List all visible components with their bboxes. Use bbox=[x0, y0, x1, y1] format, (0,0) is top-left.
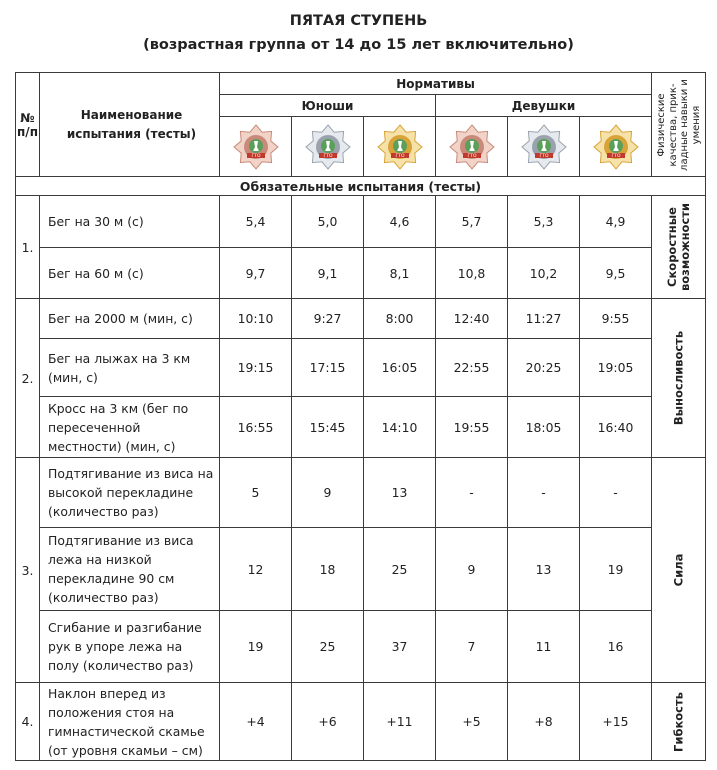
svg-text:ГТО: ГТО bbox=[466, 153, 477, 159]
norm-value: 9:55 bbox=[580, 299, 652, 339]
badge-gold-girls bbox=[580, 117, 652, 177]
svg-text:ГТО: ГТО bbox=[250, 153, 261, 159]
norm-value: 8,1 bbox=[364, 248, 436, 299]
norm-value: 7 bbox=[436, 611, 508, 683]
table-row bbox=[16, 397, 706, 458]
norm-value: - bbox=[436, 458, 508, 528]
norm-value: 5,3 bbox=[508, 196, 580, 248]
norm-value: 18 bbox=[292, 528, 364, 611]
norm-value: 17:15 bbox=[292, 339, 364, 397]
group-number: 1. bbox=[16, 196, 40, 299]
norm-value: 11:27 bbox=[508, 299, 580, 339]
test-name: Сгибание и разгибание рук в упоре лежа на полу (количество раз) bbox=[40, 611, 220, 683]
norm-value: 5 bbox=[220, 458, 292, 528]
norm-value: 19:05 bbox=[580, 339, 652, 397]
page-title: ПЯТАЯ СТУПЕНЬ bbox=[289, 13, 428, 29]
norm-value: 37 bbox=[364, 611, 436, 683]
norm-value: 5,4 bbox=[220, 196, 292, 248]
section-header: Обязательные испытания (тесты) bbox=[16, 177, 706, 196]
test-name: Бег на 60 м (с) bbox=[40, 248, 220, 299]
norm-value: - bbox=[580, 458, 652, 528]
physical-quality-label: Скоростные возможности bbox=[664, 203, 692, 291]
table-row bbox=[16, 458, 706, 528]
physical-quality-label: Сила bbox=[671, 553, 685, 587]
norm-value: 10,8 bbox=[436, 248, 508, 299]
norm-value: 4,6 bbox=[364, 196, 436, 248]
norm-value: 5,0 bbox=[292, 196, 364, 248]
table-row bbox=[16, 196, 706, 248]
norm-value: 5,7 bbox=[436, 196, 508, 248]
gto-badge-bronze-icon bbox=[233, 124, 279, 170]
gto-badge-silver-icon bbox=[305, 124, 351, 170]
group-number: 3. bbox=[16, 458, 40, 683]
badge-bronze-girls bbox=[436, 117, 508, 177]
norm-value: 22:55 bbox=[436, 339, 508, 397]
norm-value: 8:00 bbox=[364, 299, 436, 339]
norm-value: 25 bbox=[292, 611, 364, 683]
svg-text:ГТО: ГТО bbox=[322, 153, 333, 159]
gto-badge-silver-icon bbox=[521, 124, 567, 170]
gto-badge-gold-icon bbox=[593, 124, 639, 170]
standards-table bbox=[15, 72, 706, 761]
norm-value: 9:27 bbox=[292, 299, 364, 339]
group-number: 2. bbox=[16, 299, 40, 458]
badge-gold-boys bbox=[364, 117, 436, 177]
norm-value: +4 bbox=[220, 683, 292, 761]
group-number: 4. bbox=[16, 683, 40, 761]
norm-value: 15:45 bbox=[292, 397, 364, 458]
physical-quality-label: Гибкость bbox=[671, 691, 685, 752]
table-row bbox=[16, 528, 706, 611]
norm-value: 9 bbox=[436, 528, 508, 611]
test-name: Бег на 2000 м (мин, с) bbox=[40, 299, 220, 339]
header-name: Наименование испытания (тесты) bbox=[40, 73, 220, 177]
norm-value: 13 bbox=[364, 458, 436, 528]
norm-value: +5 bbox=[436, 683, 508, 761]
test-name: Подтягивание из виса на высокой перекладине (количество раз) bbox=[40, 458, 220, 528]
header-girls: Девушки bbox=[436, 95, 652, 117]
physical-quality bbox=[652, 683, 706, 761]
norm-value: 18:05 bbox=[508, 397, 580, 458]
test-name: Бег на 30 м (с) bbox=[40, 196, 220, 248]
badge-bronze-boys bbox=[220, 117, 292, 177]
norm-value: 14:10 bbox=[364, 397, 436, 458]
svg-text:ГТО: ГТО bbox=[610, 153, 621, 159]
norm-value: 9,5 bbox=[580, 248, 652, 299]
norm-value: 9 bbox=[292, 458, 364, 528]
norm-value: 19:55 bbox=[436, 397, 508, 458]
norm-value: 20:25 bbox=[508, 339, 580, 397]
norm-value: 16 bbox=[580, 611, 652, 683]
svg-text:ГТО: ГТО bbox=[538, 153, 549, 159]
norm-value: 10,2 bbox=[508, 248, 580, 299]
norm-value: 12 bbox=[220, 528, 292, 611]
norm-value: +6 bbox=[292, 683, 364, 761]
test-name: Наклон вперед из положения стоя на гимнастической скамье (от уровня скамьи – см) bbox=[40, 683, 220, 761]
norm-value: 16:40 bbox=[580, 397, 652, 458]
norm-value: 13 bbox=[508, 528, 580, 611]
gto-badge-gold-icon bbox=[377, 124, 423, 170]
norm-value: 12:40 bbox=[436, 299, 508, 339]
norm-value: 4,9 bbox=[580, 196, 652, 248]
test-name: Подтягивание из виса лежа на низкой перекладине 90 см (количество раз) bbox=[40, 528, 220, 611]
norm-value: - bbox=[508, 458, 580, 528]
header-boys: Юноши bbox=[220, 95, 436, 117]
norm-value: 9,7 bbox=[220, 248, 292, 299]
physical-quality-label: Выносливость bbox=[671, 330, 685, 426]
gto-badge-bronze-icon bbox=[449, 124, 495, 170]
norm-value: 19:15 bbox=[220, 339, 292, 397]
norm-value: 11 bbox=[508, 611, 580, 683]
norm-value: 25 bbox=[364, 528, 436, 611]
test-name: Бег на лыжах на 3 км (мин, с) bbox=[40, 339, 220, 397]
norm-value: +8 bbox=[508, 683, 580, 761]
header-num: № п/п bbox=[16, 73, 40, 177]
table-row bbox=[16, 299, 706, 339]
badge-silver-boys bbox=[292, 117, 364, 177]
physical-quality bbox=[652, 458, 706, 683]
table-row bbox=[16, 683, 706, 761]
page-subtitle: (возрастная группа от 14 до 15 лет включительно) bbox=[143, 37, 574, 53]
badge-silver-girls bbox=[508, 117, 580, 177]
norm-value: 9,1 bbox=[292, 248, 364, 299]
norm-value: 19 bbox=[220, 611, 292, 683]
norm-value: +11 bbox=[364, 683, 436, 761]
norm-value: 19 bbox=[580, 528, 652, 611]
header-quality-label: Физические качества, прик-ладные навыки и умения bbox=[655, 78, 701, 171]
physical-quality bbox=[652, 196, 706, 299]
table-row bbox=[16, 339, 706, 397]
norm-value: 10:10 bbox=[220, 299, 292, 339]
table-row bbox=[16, 611, 706, 683]
physical-quality bbox=[652, 299, 706, 458]
test-name: Кросс на 3 км (бег по пересеченной местности) (мин, с) bbox=[40, 397, 220, 458]
norm-value: 16:05 bbox=[364, 339, 436, 397]
svg-text:ГТО: ГТО bbox=[394, 153, 405, 159]
norm-value: 16:55 bbox=[220, 397, 292, 458]
norm-value: +15 bbox=[580, 683, 652, 761]
header-quality bbox=[652, 73, 706, 177]
header-norms: Нормативы bbox=[220, 73, 652, 95]
table-row bbox=[16, 248, 706, 299]
